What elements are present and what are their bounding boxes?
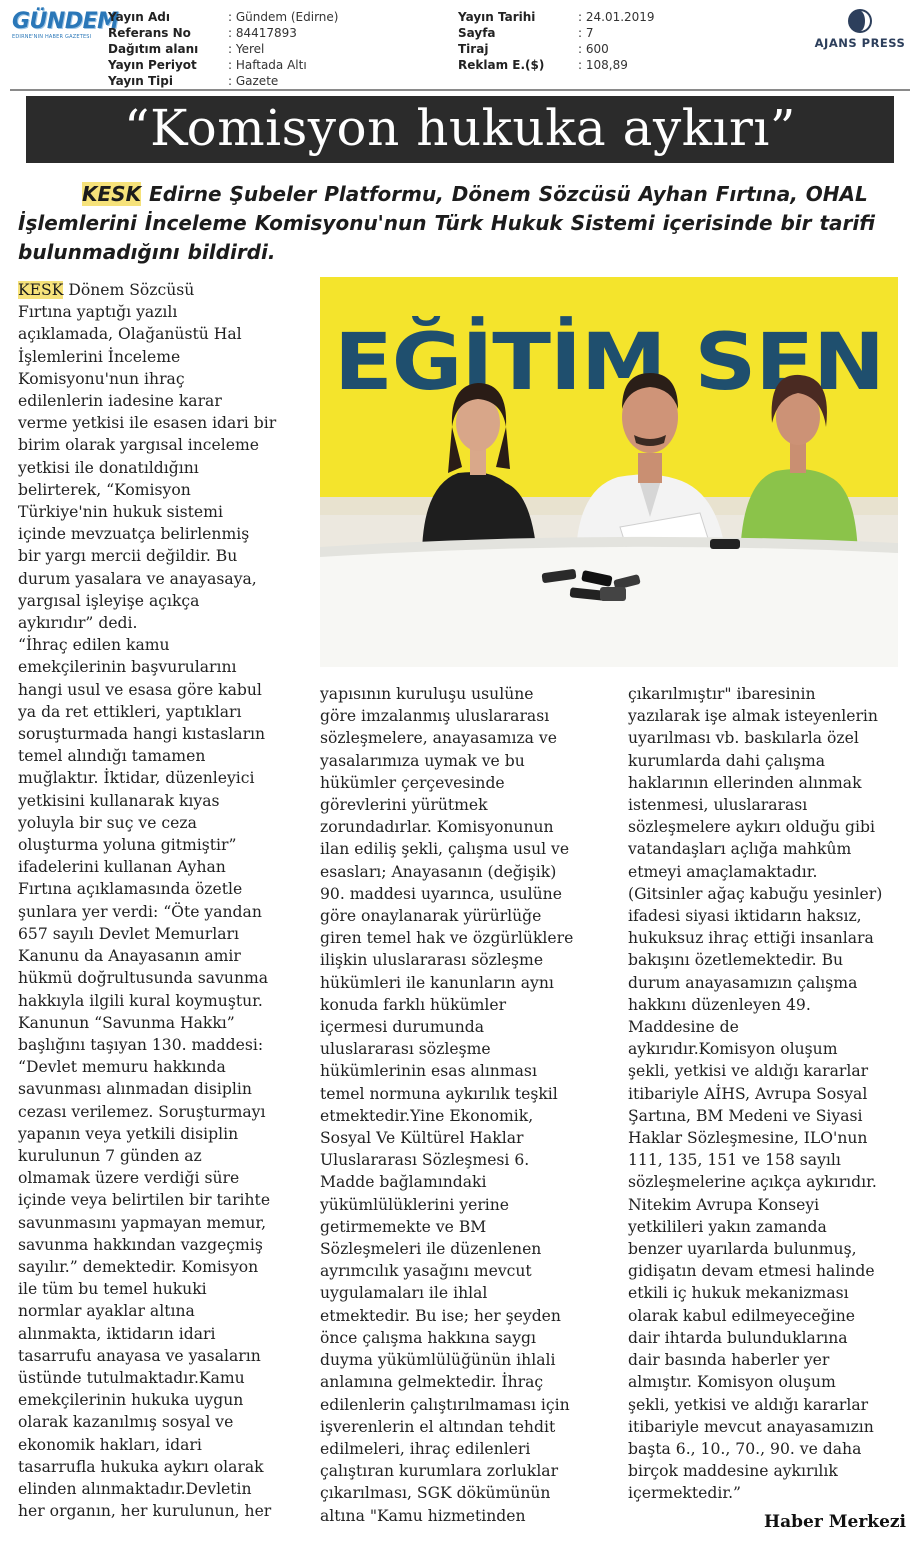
article-column-2: yapısının kuruluşu usulüne göre imzalanmış uluslararası sözleşmelere, anayasamıza ve yasalarımıza uymak ve bu hükümler çerçevesinde görevlerini yürütmek zorundadırlar. Komisyonunun ilan ediliş şekli, çalışma usul ve esasları; Anayasanın (değişik) 90. maddesi uyarınca, usulüne göre onaylanarak yürürlüğe giren temel hak ve özgürlüklere ilişkin uluslararası sözleşme hükümleri ile kanunların aynı konuda farklı hükümler içermesi durumunda uluslararası sözleşme hükümlerinin esas alınması temel normuna aykırılık teşkil etmektedir.Yine Ekonomik, Sosyal Ve Kültürel Haklar Uluslararası Sözleşmesi 6. Madde bağlamındaki yükümlülüklerini yerine getirmemekte ve BM Sözleşmeleri ile düzenlenen ayrımcılık yasağını mevcut uygulamaları ile ihlal etmektedir. Bu ise; her şeyden önce çalışma hakkına saygı duyma yükümlülüğünün ihlali anlamına gelmektedir. İhraç edilenlerin çalıştırılmaması için işverenlerin el altından tehdit edilmeleri, ihraç edilenleri çalıştıran kurumlara zorluklar çıkarılması, SGK dökümünün altına "Kamu hizmetinden [320,685,574,1525]
meta-right-table [458,9,655,73]
header-divider [10,89,910,91]
agency-name: AJANS PRESS [814,36,906,50]
article-column-3: çıkarılmıştır" ibaresinin yazılarak işe almak isteyenlerin uyarılması vb. baskılarla özel kurumlarda dahi çalışma haklarının ellerinden alınmak istenmesi, uluslararası sözleşmelere aykırı olduğu gibi vatandaşları açlığa mahkûm etmeyi amaçlamaktadır. (Gitsinler ağaç kabuğu yesinler) ifadesi siyasi iktidarın haksız, hukuksuz ihraç ettiği insanlara bakışını özetlemektedir. Bu durum anayasamızın çalışma hakkını düzenleyen 49. Maddesine de aykırıdır.Komisyon oluşum şekli, yetkisi ve aldığı kararlar itibariyle AİHS, Avrupa Sosyal Şartına, BM Medeni ve Siyasi Haklar Sözleşmesine, ILO'nun 111, 135, 151 ve 158 sayılı sözleşmelerine açıkça aykırıdır. Nitekim Avrupa Konseyi yetkilileri yakın zamanda benzer uyarılarda bulunmuş, gidişatın devam etmesi halinde etkili iç hukuk mekanizması olarak kabul edilmeyeceğine dair ihtarda bulunduklarına dair basında haberler yer almıştır. Komisyon oluşum şekli, yetkisi ve aldığı kararlar itibariyle mevcut anayasamızın başta 6., 10., 70., 90. ve daha birçok maddesine aykırılık içermektedir.” [628,685,883,1503]
col1-text: Dönem Sözcüsü Fırtına yaptığı yazılı açıklamada, Olağanüstü Hal İşlemlerini İnceleme Komisyonu'nun ihraç edilenlerin iadesine karar verme yetkisi ile esasen idari bir birim olarak yargısal inceleme yetkisi ile donatıldığını belirterek, “Komisyon Türkiye'nin hukuk sistemi içinde mevzuatça belirlenmiş bir yargı mercii değildir. Bu durum yasalara ve anayasaya, yargısal işleyişe açıkça aykırıdır” dedi. “İhraç edilen kamu emekçilerinin başvurularını hangi usul ve esasa göre kabul ya da ret ettikleri, yaptıkları soruşturmada hangi kıstasların temel alındığı tamamen muğlaktır. İktidar, düzenleyici yetkisini kullanarak kıyas yoluyla bir suç ve ceza oluşturma yoluna gitmiştir” ifadelerini kullanan Ayhan Fırtına açıklamasında özetle şunlara yer verdi: “Öte yandan 657 sayılı Devlet Memurları Kanunu da Anayasanın amir hükmü doğrultusunda savunma hakkıyla ilgili kural koymuştur. Kanunun “Savunma Hakkı” başlığını taşıyan 130. maddesi: “Devlet memuru hakkında savunması alınmadan disiplin cezası verilemez. Soruşturmayı yapanın veya yetkili disiplin kurulunun 7 günden az olmamak üzere verdiği süre içinde veya belirtilen bir tarihte savunmasını yapmayan memur, savunma hakkından vazgeçmiş sayılır.” demektedir. Komisyon ile tüm bu temel hukuki normlar ayaklar altına alınmakta, iktidarın idari tasarrufu anayasa ve yasaların üstünde tutulmaktadır.Kamu emekçilerinin hukuka uygun olarak kazanılmış sosyal ve ekonomik hakları, idari tasarrufla hukuka aykırı olarak elinden alınmaktadır.Devletin her organın, her kurulunun, her [18,281,277,1521]
meta-key: Sayfa [458,26,496,40]
headline: “Komisyon hukuka aykırı” [124,99,796,157]
meta-row [458,9,655,25]
agency-globe-icon [847,8,873,34]
meta-row [108,57,338,73]
meta-row [108,41,338,57]
meta-value: : Yerel [228,42,265,56]
meta-value: : 600 [578,42,609,56]
meta-row [458,25,655,41]
meta-value: : Gündem (Edirne) [228,10,339,24]
meta-key: Referans No [108,26,191,40]
meta-key: Yayın Periyot [108,58,197,72]
meta-value: : 7 [578,26,594,40]
banner-text: EĞİTİM SEN [334,318,833,408]
clipping-header [0,0,920,92]
meta-row [458,57,655,73]
press-conference-image [320,277,898,667]
meta-key: Reklam E.($) [458,58,545,72]
meta-value: : Haftada Altı [228,58,307,72]
meta-value: : Gazete [228,74,279,88]
press-conference-photo [320,277,898,667]
meta-left-table [108,9,338,89]
article-column-1 [18,279,310,1529]
meta-value: : 84417893 [228,26,297,40]
meta-key: Tiraj [458,42,489,56]
meta-key: Yayın Tipi [108,74,173,88]
meta-row [108,9,338,25]
meta-row [108,73,338,89]
col1-highlight: KESK [18,281,64,299]
logo-subtitle: EDİRNE'NİN HABER GAZETESİ [12,34,92,40]
headline-bar [26,96,894,163]
meta-key: Yayın Tarihi [458,10,536,24]
publication-logo [12,9,119,44]
article-lead [18,180,898,267]
meta-key: Yayın Adı [108,10,170,24]
meta-row [108,25,338,41]
meta-value: : 24.01.2019 [578,10,655,24]
logo-text: GÜNDEM [12,9,119,34]
meta-row [458,41,655,57]
byline: Haber Merkezi [764,1512,906,1532]
meta-key: Dağıtım alanı [108,42,199,56]
lead-highlight: KESK [82,182,142,206]
lead-text: Edirne Şubeler Platformu, Dönem Sözcüsü Ayhan Fırtına, OHAL İşlemlerini İnceleme Komisyonu'nun Türk Hukuk Sistemi içerisinde bir tarifi bulunmadığını bildirdi. [18,182,875,264]
agency-logo [810,8,910,50]
meta-value: : 108,89 [578,58,628,72]
